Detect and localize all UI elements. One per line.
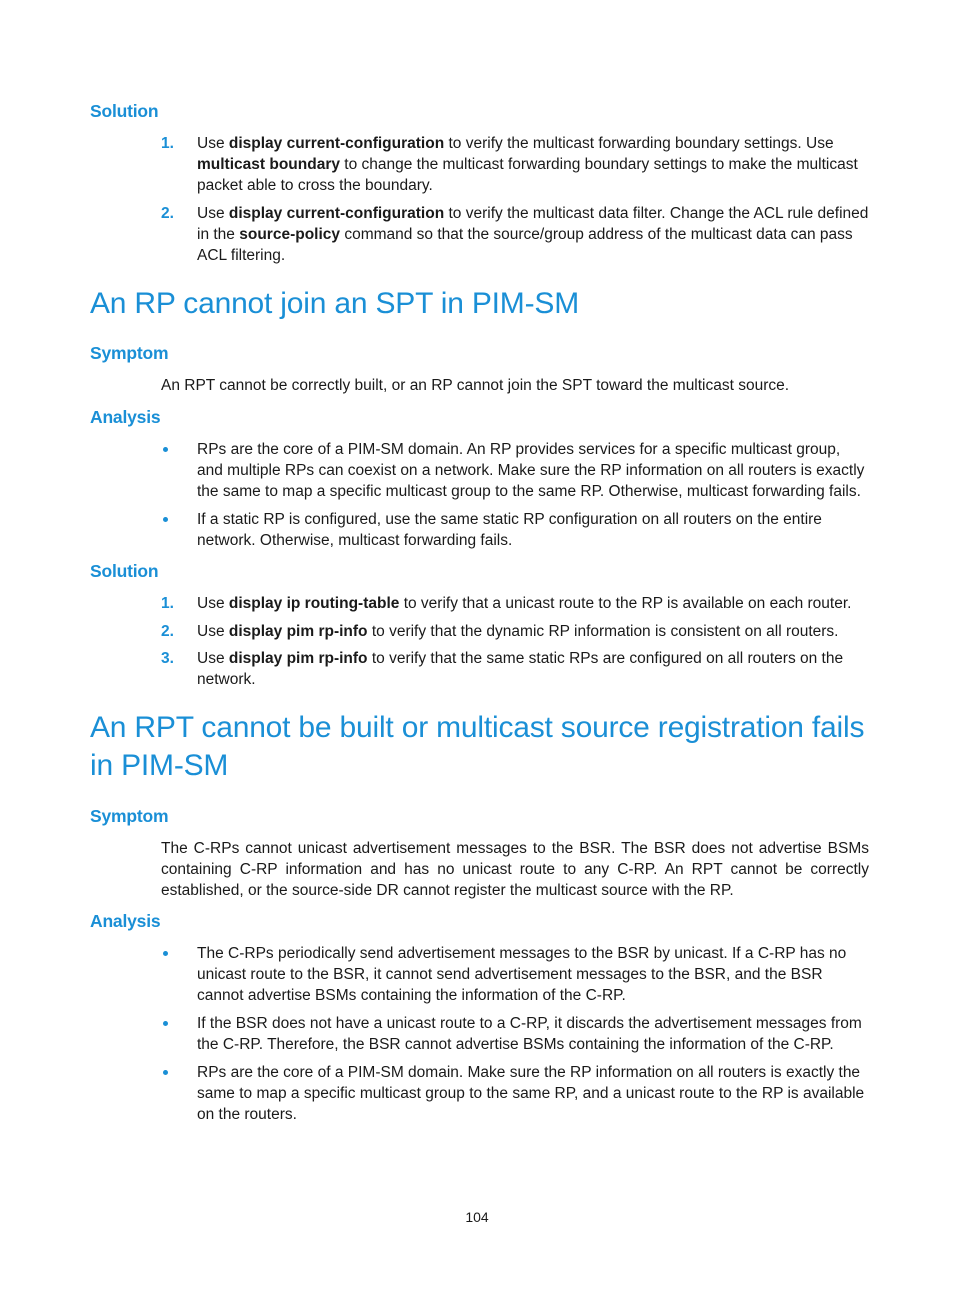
- symptom-heading: Symptom: [90, 343, 169, 363]
- step-number: 3.: [161, 650, 174, 667]
- solution-heading: Solution: [90, 101, 159, 121]
- text-run: to verify that the dynamic RP information is consistent on all routers.: [367, 623, 839, 640]
- text-run: Use: [197, 650, 229, 667]
- bullet-icon: [163, 1070, 168, 1075]
- text-run: to change the multicast forwarding boundary settings to make the multicast packet able to cross the boundary.: [197, 156, 858, 194]
- bullet-icon: [163, 517, 168, 522]
- text-run: Use: [197, 595, 229, 612]
- bullet-text: RPs are the core of a PIM-SM domain. An RP provides services for a specific multicast group, and multiple RPs can coexist on a network. Make sure the RP information on all routers is exactly the same to map a specific multicast group to the same RP. Otherwise, multicast forwarding fails.: [197, 441, 865, 500]
- bullet-item: [161, 943, 869, 1006]
- bullet-item: [161, 1062, 869, 1125]
- bullet-text: The C-RPs periodically send advertisement messages to the BSR by unicast. If a C-RP has no unicast route to the BSR, it cannot send advertisement messages to the BSR, and the BSR cannot advertise BSMs containing the information of the C-RP.: [197, 945, 847, 1004]
- bullet-text: RPs are the core of a PIM-SM domain. Make sure the RP information on all routers is exactly the same to map a specific multicast group to the same RP, and a unicast route to the RP is available on the routers.: [197, 1064, 865, 1123]
- bullet-icon: [163, 951, 168, 956]
- step-number: 1.: [161, 595, 174, 612]
- step-number: 2.: [161, 205, 174, 222]
- step-text: [197, 621, 869, 642]
- step-text: [197, 648, 869, 690]
- step-number: 2.: [161, 623, 174, 640]
- bullet-text: If a static RP is configured, use the same static RP configuration on all routers on the entire network. Otherwise, multicast forwarding fails.: [197, 511, 822, 549]
- step-text: [197, 203, 869, 266]
- text-run: to verify the multicast data filter. Change the ACL rule defined in the: [197, 205, 869, 243]
- analysis-heading: Analysis: [90, 911, 161, 931]
- command-keyword: display pim rp-info: [228, 623, 368, 640]
- numbered-step: [161, 593, 869, 614]
- text-run: to verify that a unicast route to the RP is available on each router.: [399, 595, 852, 612]
- command-keyword: display pim rp-info: [228, 650, 368, 667]
- numbered-step: [161, 203, 869, 266]
- text-run: Use: [197, 205, 229, 222]
- bullet-icon: [163, 1021, 168, 1026]
- symptom-text: The C-RPs cannot unicast advertisement messages to the BSR. The BSR does not advertise BSMs containing C-RP information and has no unicast route to any C-RP. An RPT cannot be correctly established, or the source-side DR cannot register the multicast source with the RP.: [161, 840, 869, 899]
- bullet-item: [161, 1013, 869, 1055]
- numbered-step: [161, 621, 869, 642]
- text-run: Use: [197, 623, 229, 640]
- text-run: to verify the multicast forwarding boundary settings. Use: [444, 135, 834, 152]
- step-text: [197, 133, 869, 196]
- page-number: 104: [465, 1209, 489, 1225]
- numbered-step: [161, 133, 869, 196]
- bullet-item: [161, 509, 869, 551]
- bullet-item: [161, 439, 869, 502]
- section-title: An RP cannot join an SPT in PIM-SM: [90, 287, 579, 320]
- symptom-text: An RPT cannot be correctly built, or an RP cannot join the SPT toward the multicast source.: [161, 377, 790, 394]
- command-keyword: display ip routing-table: [228, 595, 400, 612]
- section-title: An RPT cannot be built or multicast source registration fails in PIM-SM: [90, 711, 865, 782]
- step-text: [197, 593, 869, 614]
- bullet-text: If the BSR does not have a unicast route to a C-RP, it discards the advertisement messages from the C-RP. Therefore, the BSR cannot advertise BSMs containing the information of the C-RP.: [197, 1015, 862, 1053]
- command-keyword: display current-configuration: [228, 135, 445, 152]
- command-keyword: source-policy: [239, 226, 341, 243]
- text-run: Use: [197, 135, 229, 152]
- numbered-step: [161, 648, 869, 690]
- command-keyword: display current-configuration: [228, 205, 445, 222]
- command-keyword: multicast boundary: [197, 156, 340, 173]
- text-run: to verify that the same static RPs are configured on all routers on the network.: [197, 650, 844, 688]
- solution-heading: Solution: [90, 561, 159, 581]
- symptom-heading: Symptom: [90, 806, 169, 826]
- bullet-icon: [163, 447, 168, 452]
- text-run: command so that the source/group address of the multicast data can pass ACL filtering.: [197, 226, 853, 264]
- step-number: 1.: [161, 135, 174, 152]
- analysis-heading: Analysis: [90, 407, 161, 427]
